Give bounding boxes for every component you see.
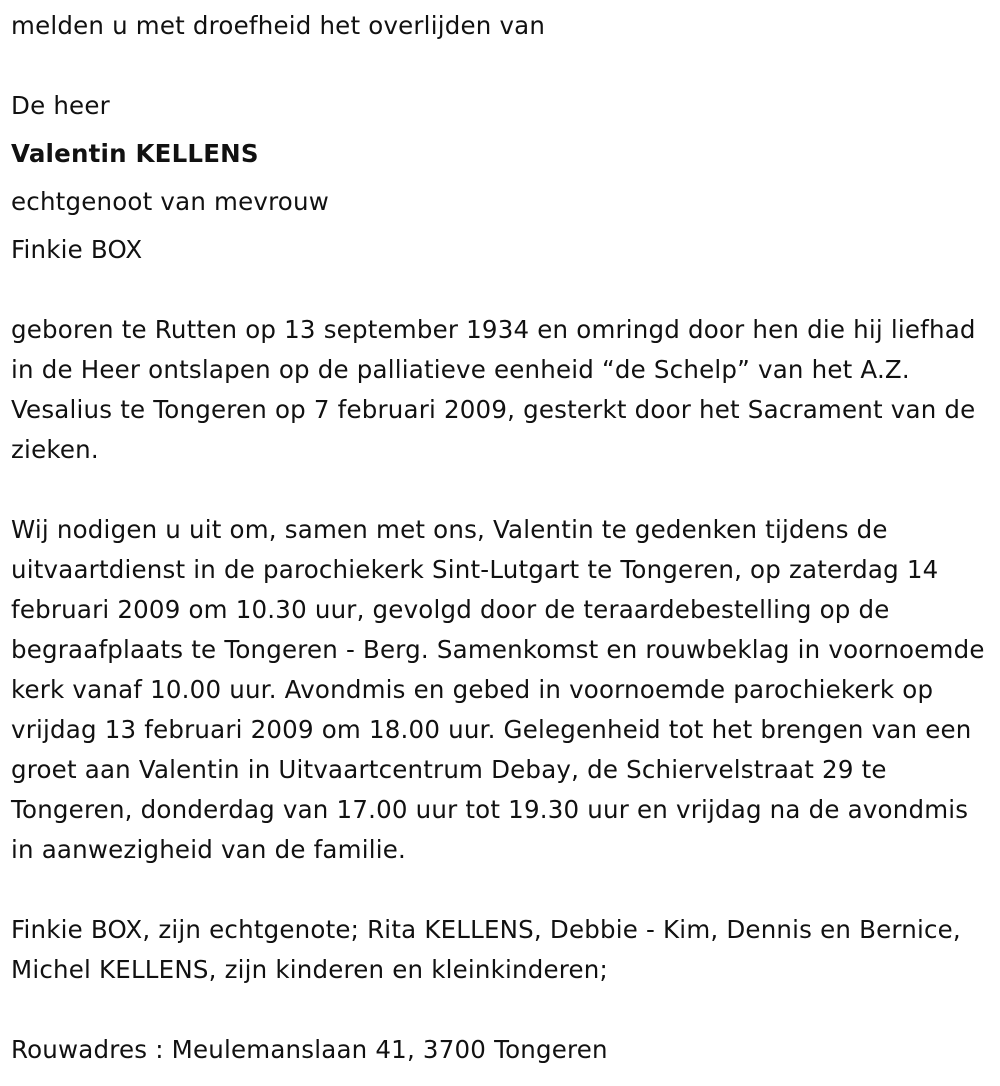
funeral-invitation-paragraph: Wij nodigen u uit om, samen met ons, Valentin te gedenken tijdens de uitvaartdienst in de parochiekerk Sint-Lutgart te Tongeren, op zaterdag 14 februari 2009 om 10.30 uur, gevolgd door de teraardebestelling op de begraafplaats te Tongeren - Berg. Samenkomst en rouwbeklag in voornoemde kerk vanaf 10.00 uur. Avondmis en gebed in voornoemde parochiekerk op vrijdag 13 februari 2009 om 18.00 uur. Gelegenheid tot het brengen van een groet aan Valentin in Uitvaartcentrum Debay, de Schiervelstraat 29 te Tongeren, donderdag van 17.00 uur tot 19.30 uur en vrijdag na de avondmis in aanwezigheid van de familie. bbox=[11, 515, 985, 864]
mourning-address: Rouwadres : Meulemanslaan 41, 3700 Tongeren bbox=[11, 1035, 608, 1064]
honorific: De heer bbox=[11, 91, 110, 120]
spouse-name: Finkie BOX bbox=[11, 235, 143, 264]
family-paragraph: Finkie BOX, zijn echtgenote; Rita KELLENS, Debbie - Kim, Dennis en Bernice, Michel KELLENS, zijn kinderen en kleinkinderen; bbox=[11, 915, 961, 984]
intro-text: melden u met droefheid het overlijden van bbox=[11, 11, 546, 40]
birth-death-paragraph: geboren te Rutten op 13 september 1934 en omringd door hen die hij liefhad in de Heer ontslapen op de palliatieve eenheid “de Schelp” van het A.Z. Vesalius te Tongeren op 7 februari 2009, gesterkt door het Sacrament van de zieken. bbox=[11, 315, 976, 464]
deceased-name: Valentin KELLENS bbox=[11, 139, 259, 168]
spouse-label: echtgenoot van mevrouw bbox=[11, 187, 329, 216]
